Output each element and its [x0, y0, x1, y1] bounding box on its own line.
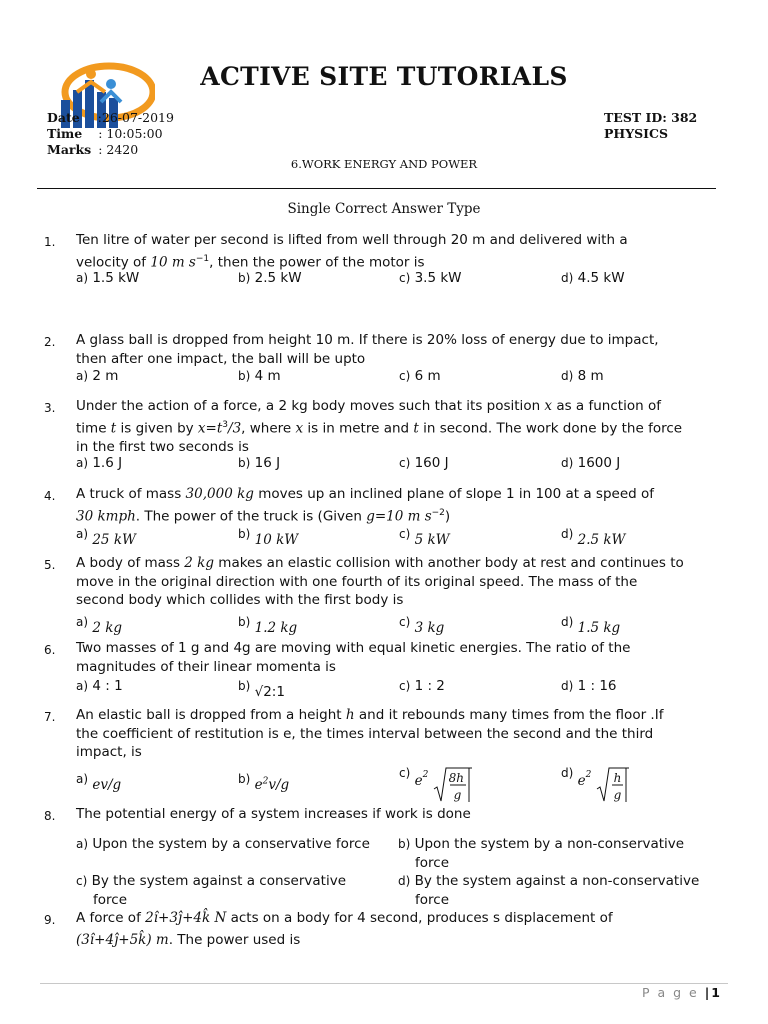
option-a[interactable] — [76, 613, 122, 638]
page-title: ACTIVE SITE TUTORIALS — [200, 62, 568, 91]
option-c[interactable] — [399, 764, 473, 803]
option-d[interactable] — [561, 677, 617, 696]
options-row — [76, 367, 736, 387]
text-segment: A force of — [76, 910, 146, 926]
text-segment: and it rebounds many times from the floor .If — [354, 707, 664, 723]
options-row — [76, 677, 736, 700]
date-value: :26-07-2019 — [97, 110, 174, 125]
text-segment: , then the power of the motor is — [209, 254, 425, 270]
question-line: Ten litre of water per second is lifted from well through 20 m and delivered with a — [76, 232, 628, 248]
option-text: Upon the system by a non-conservative — [414, 836, 685, 852]
option-text: 2.5 kW — [577, 532, 626, 548]
option-text: By the system against a conservative — [91, 873, 346, 889]
text-segment: time — [76, 420, 111, 436]
option-label: a) — [76, 837, 89, 851]
option-text: 1 : 2 — [414, 678, 445, 694]
option-d[interactable] — [561, 269, 625, 288]
option-a[interactable] — [76, 367, 118, 386]
sqrt-sign-icon — [596, 767, 630, 803]
option-label: b) — [238, 615, 251, 629]
option-label: c) — [399, 527, 411, 541]
option-b[interactable] — [238, 525, 298, 550]
option-text: 1.2 kg — [254, 620, 298, 636]
option-text: Upon the system by a conservative force — [92, 836, 370, 852]
option-b[interactable] — [238, 677, 285, 702]
option-text: 6 m — [414, 368, 441, 384]
fraction-denominator: g — [453, 788, 462, 802]
question-line: in the first two seconds is — [76, 438, 249, 455]
option-label: d) — [561, 456, 574, 470]
option-a[interactable] — [76, 677, 123, 696]
question-line: the coefficient of restitution is e, the times interval between the second and the third — [76, 725, 654, 742]
time-value: : 10:05:00 — [98, 126, 163, 141]
option-label: d) — [561, 615, 574, 629]
time-label: Time — [47, 126, 83, 141]
marks-row — [47, 142, 138, 158]
option-a[interactable] — [76, 454, 122, 473]
page-number-value: 1 — [711, 985, 722, 1000]
question-number: 3. — [44, 401, 56, 415]
question-text — [76, 231, 736, 272]
question-number: 1. — [44, 235, 56, 249]
question-number: 4. — [44, 489, 56, 503]
option-text: force — [415, 891, 449, 908]
sqrt-fraction — [433, 767, 473, 803]
option-label: d) — [561, 369, 574, 383]
option-b[interactable] — [398, 835, 728, 872]
option-label: a) — [76, 527, 89, 541]
option-b[interactable] — [238, 613, 297, 638]
math-expression: e — [577, 773, 586, 789]
option-text: 3.5 kW — [414, 270, 462, 286]
option-label: a) — [76, 456, 89, 470]
text-segment: makes an elastic collision with another body at rest and continues to — [214, 555, 684, 571]
section-title: Single Correct Answer Type — [287, 201, 481, 217]
question-text: The potential energy of a system increases if work is done — [76, 806, 471, 822]
page-number — [642, 985, 722, 1000]
math-expression: x=t — [197, 420, 223, 436]
options-row — [76, 613, 736, 636]
option-text: 4.5 kW — [577, 270, 625, 286]
question-line — [76, 504, 736, 526]
page-separator: | — [704, 985, 712, 1000]
option-text: force — [93, 891, 127, 908]
question-7 — [44, 706, 734, 806]
marks-value: : 2420 — [98, 142, 139, 157]
options-row — [76, 764, 736, 804]
math-superscript: 3 — [222, 419, 229, 430]
question-text — [76, 909, 736, 949]
option-label: c) — [399, 271, 411, 285]
option-d[interactable] — [398, 872, 728, 909]
text-segment: An elastic ball is dropped from a height — [76, 707, 346, 723]
option-label: d) — [561, 766, 574, 780]
option-b[interactable] — [238, 367, 281, 386]
option-text: 1.5 kW — [92, 270, 140, 286]
question-text — [76, 485, 736, 526]
text-segment: , where — [241, 420, 296, 436]
question-number: 2. — [44, 335, 56, 349]
question-8 — [44, 805, 734, 910]
page-label: P a g e — [641, 985, 699, 1000]
option-a[interactable] — [76, 269, 139, 288]
text-segment: as a function of — [552, 398, 661, 414]
question-text — [76, 397, 736, 456]
question-line — [76, 416, 736, 438]
option-text: 16 J — [254, 455, 281, 471]
question-1 — [44, 231, 734, 301]
option-text: By the system against a non-conservative — [414, 873, 700, 889]
option-text: 1.6 J — [92, 455, 123, 471]
fraction-denominator: g — [613, 788, 622, 802]
option-label: d) — [561, 271, 574, 285]
question-text — [76, 639, 736, 676]
question-line — [76, 909, 736, 928]
text-segment: Under the action of a force, a 2 kg body moves such that its position — [76, 398, 545, 414]
question-4 — [44, 485, 734, 547]
option-c[interactable] — [399, 677, 445, 696]
option-c[interactable] — [399, 613, 444, 638]
option-d[interactable] — [561, 367, 604, 386]
question-3 — [44, 397, 734, 477]
text-segment: A body of mass — [76, 555, 185, 571]
math-expression: x — [295, 420, 304, 436]
option-label: b) — [238, 772, 251, 786]
option-label: a) — [76, 271, 89, 285]
text-segment: ) — [444, 508, 451, 524]
option-label: b) — [238, 369, 251, 383]
option-b[interactable] — [238, 770, 289, 795]
text-segment: acts on a body for 4 second, produces s displacement of — [226, 910, 613, 926]
question-number: 6. — [44, 643, 56, 657]
math-expression: 10 m s — [150, 254, 196, 270]
text-segment: velocity of — [76, 254, 151, 270]
question-line: then after one impact, the ball will be upto — [76, 350, 366, 367]
question-text — [76, 706, 736, 762]
math-superscript: −2 — [431, 507, 445, 518]
math-expression: 30 kmph — [76, 508, 136, 524]
option-label: c) — [399, 766, 411, 780]
option-text: 160 J — [414, 455, 449, 471]
time-row — [47, 126, 163, 142]
options-row — [76, 454, 736, 474]
option-label: c) — [399, 679, 411, 693]
question-line — [76, 931, 736, 950]
option-text: 1.5 kg — [577, 620, 621, 636]
option-label: c) — [399, 456, 411, 470]
question-line: second body which collides with the first body is — [76, 592, 404, 608]
option-text: 2.5 kW — [254, 270, 302, 286]
option-text: 2 kg — [92, 620, 123, 636]
option-label: a) — [76, 369, 89, 383]
option-a[interactable] — [76, 525, 136, 550]
header-divider — [37, 188, 716, 189]
text-segment: . The power of the truck is (Given — [135, 508, 367, 524]
option-text: 8 m — [577, 368, 604, 384]
question-5 — [44, 554, 734, 634]
options-row — [76, 525, 736, 548]
question-line — [76, 706, 736, 725]
option-label: b) — [398, 837, 411, 851]
option-text: √2:1 — [254, 684, 285, 700]
math-expression: h — [345, 707, 355, 723]
option-label: a) — [76, 772, 89, 786]
fraction-numerator: 8h — [448, 771, 464, 785]
question-number: 7. — [44, 710, 56, 724]
question-line: impact, is — [76, 744, 142, 760]
option-label: b) — [238, 456, 251, 470]
option-text: 10 kW — [254, 532, 299, 548]
option-label: c) — [399, 615, 411, 629]
question-text — [76, 331, 736, 368]
option-label: d) — [398, 874, 411, 888]
math-expression: g=10 m s — [366, 508, 432, 524]
option-label: c) — [399, 369, 411, 383]
math-expression: t — [413, 420, 419, 436]
fraction-numerator: h — [613, 771, 622, 785]
option-text: 25 kW — [92, 532, 136, 548]
option-label: b) — [238, 271, 251, 285]
math-expression: /3 — [228, 420, 242, 436]
option-text: 2 m — [92, 368, 119, 384]
question-text — [76, 554, 736, 610]
subject: PHYSICS — [604, 126, 668, 141]
question-line: A glass ball is dropped from height 10 m. If there is 20% loss of energy due to impact, — [76, 332, 659, 348]
question-line: Two masses of 1 g and 4g are moving with equal kinetic energies. The ratio of the — [76, 640, 631, 656]
option-c[interactable] — [399, 454, 449, 473]
option-c[interactable] — [399, 367, 441, 386]
option-label: a) — [76, 679, 89, 693]
option-text: 5 kW — [414, 532, 450, 548]
math-expression: x — [544, 398, 553, 414]
question-line — [76, 397, 736, 416]
option-b[interactable] — [238, 269, 302, 288]
math-expression: 30,000 kg — [185, 486, 254, 502]
math-expression: e — [414, 773, 423, 789]
option-text: force — [415, 854, 449, 871]
option-text: 1 : 16 — [577, 678, 617, 694]
option-d[interactable] — [561, 613, 620, 638]
text-segment: is given by — [116, 420, 198, 436]
math-expression: 2 kg — [184, 555, 214, 571]
option-label: d) — [561, 527, 574, 541]
option-text: 4 m — [254, 368, 281, 384]
option-label: a) — [76, 615, 89, 629]
question-6 — [44, 639, 734, 699]
option-b[interactable] — [238, 454, 280, 473]
option-text: 4 : 1 — [92, 678, 123, 694]
option-d[interactable] — [561, 525, 625, 550]
chapter-title: 6.WORK ENERGY AND POWER — [290, 157, 478, 171]
option-label: b) — [238, 527, 251, 541]
option-a[interactable] — [76, 835, 396, 854]
text-segment: in second. The work done by the force — [418, 420, 683, 436]
math-expression: v/g — [268, 777, 290, 793]
footer-divider — [40, 983, 728, 984]
math-superscript: 2 — [262, 776, 269, 787]
option-a[interactable] — [76, 770, 121, 795]
question-number: 9. — [44, 913, 56, 927]
option-d[interactable] — [561, 764, 630, 803]
sqrt-fraction — [596, 767, 630, 803]
question-line: magnitudes of their linear momenta is — [76, 658, 336, 675]
math-expression: 2î+3ĵ+4k̂ N — [145, 910, 227, 926]
math-expression: (3î+4ĵ+5k̂) m — [76, 931, 169, 948]
question-line — [76, 554, 736, 573]
date-label: Date — [47, 110, 80, 125]
options-row — [76, 269, 736, 289]
math-expression: e — [254, 777, 263, 793]
question-2 — [44, 331, 734, 391]
text-segment: is in metre and — [303, 420, 414, 436]
question-number: 5. — [44, 558, 56, 572]
option-text: ev/g — [92, 777, 122, 793]
date-row — [47, 110, 174, 126]
option-d[interactable] — [561, 454, 620, 473]
question-line: move in the original direction with one fourth of its original speed. The mass of the — [76, 573, 638, 590]
math-superscript: 2 — [422, 770, 429, 780]
test-id: TEST ID: 382 — [604, 110, 698, 125]
text-segment: A truck of mass — [76, 486, 186, 502]
question-number: 8. — [44, 809, 56, 823]
option-text: 3 kg — [414, 620, 445, 636]
option-label: b) — [238, 679, 251, 693]
text-segment: . The power used is — [168, 931, 301, 948]
option-label: d) — [561, 679, 574, 693]
option-c[interactable] — [399, 269, 462, 288]
math-superscript: 2 — [585, 770, 592, 780]
text-segment: moves up an inclined plane of slope 1 in 100 at a speed of — [253, 486, 655, 502]
question-line — [76, 485, 736, 504]
option-c[interactable] — [399, 525, 450, 550]
math-superscript: −1 — [195, 253, 210, 264]
marks-label: Marks — [47, 142, 92, 157]
option-c[interactable] — [76, 872, 396, 909]
question-9 — [44, 909, 734, 954]
option-text: 1600 J — [577, 455, 621, 471]
math-expression: t — [110, 420, 117, 436]
option-label: c) — [76, 874, 88, 888]
